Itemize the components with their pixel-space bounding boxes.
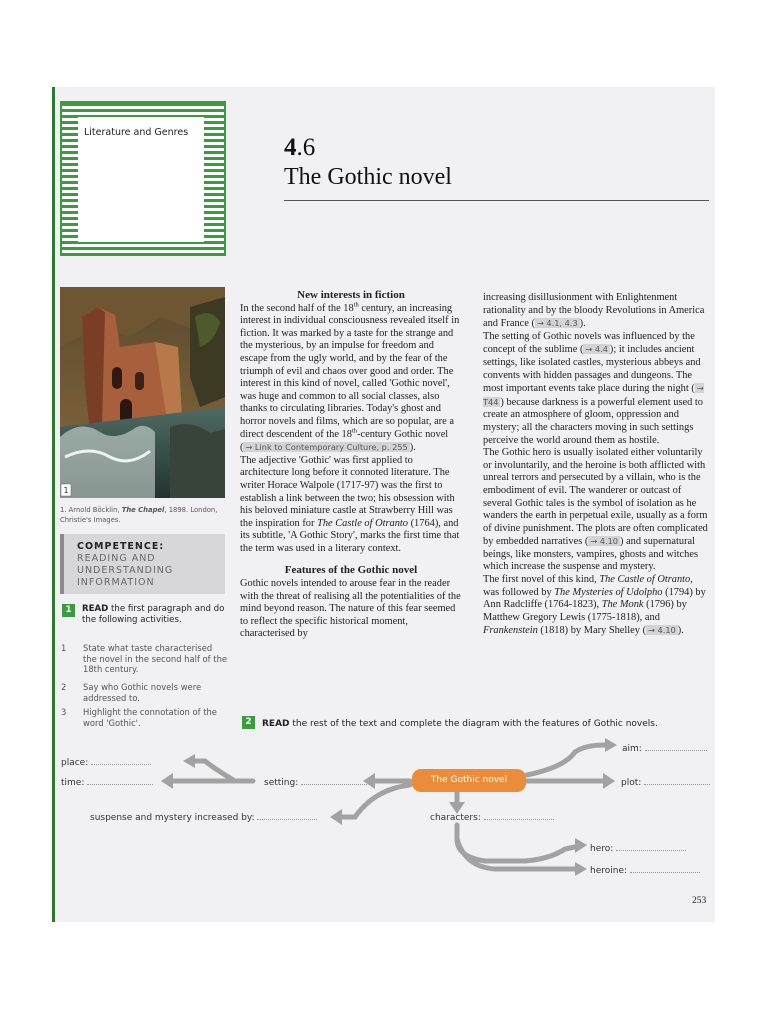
unit-minor: .6 bbox=[296, 134, 316, 161]
time-field[interactable] bbox=[61, 775, 153, 788]
plot-blank[interactable] bbox=[644, 775, 710, 785]
question-3-text: Highlight the connotation of the word 'Gothic'. bbox=[83, 707, 217, 728]
heroine-blank[interactable] bbox=[630, 863, 700, 873]
title-rule bbox=[284, 200, 709, 201]
arrowhead-time bbox=[161, 773, 173, 789]
caption-rest: , 1898. London, Christie's Images. bbox=[60, 506, 218, 524]
suspense-field[interactable] bbox=[90, 810, 317, 823]
place-blank[interactable] bbox=[91, 755, 151, 765]
arrow-to-suspense bbox=[340, 785, 410, 817]
setting-blank[interactable] bbox=[301, 775, 367, 785]
arrow-to-place bbox=[193, 761, 235, 781]
caption-title: The Chapel bbox=[121, 506, 165, 514]
paragraph-4: increasing disillusionment with Enlightenment rationality and by the bloody Revolutions in America and France ( → 4.1, 4.3 ). bbox=[483, 292, 705, 330]
paragraph-5: The setting of Gothic novels was influenced by the concept of the sublime ( → 4.4 ); it includes ancient settings, like isolated castles, mysterious abbeys and convents with hidden passages and dungeons. The most important events take place during the night ( → T44 ) because darkness is a powerful element used to create an atmosphere of gloom, oppression and mystery; all the characters moving in such settings perceive the world around them as hostile. bbox=[483, 330, 704, 446]
text-column-1 bbox=[240, 289, 462, 641]
characters-blank[interactable] bbox=[484, 810, 554, 820]
question-1-number: 1 bbox=[61, 643, 67, 653]
page-title: The Gothic novel bbox=[284, 164, 452, 190]
paragraph-6: The Gothic hero is usually isolated either voluntarily or involuntarily, and the heroine is both afflicted with unreal terrors and persecuted by a villain, who is the embodiment of evil. The wanderer or outcast of several Gothic tales is the symbol of isolation as he wanders the earth in perpetual exile, usually as a form of divine punishment. The plots are often complicated by embedded narratives ( → 4.10 ) and supernatural beings, like monsters, vampires, ghosts and witches which increase the suspense and mystery. bbox=[483, 447, 708, 573]
time-label: time: bbox=[61, 778, 85, 788]
figure-caption bbox=[60, 505, 225, 525]
place-label: place: bbox=[61, 758, 89, 768]
arrowhead-place bbox=[183, 754, 195, 768]
section-label: Literature and Genres bbox=[84, 127, 189, 138]
question-2-text: Say who Gothic novels were addressed to. bbox=[83, 682, 202, 703]
paragraph-1: In the second half of the 18th century, an increasing interest in individual consciousness revealed itself in fiction. It was marked by a taste for the strange and the mysterious, by an impulse for freedom and escape from the ugly world, and by the fear of the triumph of evil and chaos over good and order. The interest in this kind of novel, called 'Gothic novel', was huge and common to all social classes, also thanks to circulating libraries. Today's ghost and horror novels and films, which are so popular, are a direct descendent of the 18th-century Gothic novel ( → Link to Contemporary Culture, p. 255 ). bbox=[240, 301, 460, 454]
heading-new-interests: New interests in fiction bbox=[297, 289, 405, 301]
hero-label: hero: bbox=[590, 844, 614, 854]
arrowhead-suspense bbox=[330, 809, 342, 825]
ref-4-1-4-3: → 4.1, 4.3 bbox=[536, 318, 578, 329]
link-contemporary-culture: → Link to Contemporary Culture, p. 255 bbox=[245, 442, 408, 453]
arrow-to-hero bbox=[457, 825, 575, 861]
activity-1-rest: the first paragraph and do the following activities. bbox=[82, 604, 225, 625]
arrowhead-hero bbox=[575, 838, 587, 853]
ref-4-10-b: → 4.10 bbox=[648, 625, 676, 636]
arrow-to-aim bbox=[527, 745, 605, 775]
ref-4-4: → 4.4 bbox=[585, 344, 608, 355]
activity-1-instruction bbox=[82, 604, 227, 626]
text-column-2 bbox=[483, 292, 709, 638]
figure-number: 1 bbox=[63, 486, 69, 495]
center-node-gothic-novel: The Gothic novel bbox=[412, 769, 526, 792]
characters-field[interactable] bbox=[430, 810, 554, 823]
question-1-text: State what taste characterised the novel in the second half of the 18th century. bbox=[83, 643, 228, 674]
activity-2-verb: READ bbox=[262, 719, 290, 729]
textbook-page bbox=[55, 87, 715, 922]
page-number: 253 bbox=[692, 896, 707, 906]
painting-the-chapel bbox=[60, 287, 225, 498]
plot-label: plot: bbox=[621, 778, 642, 788]
caption-prefix: 1. Arnold Böcklin, bbox=[60, 506, 122, 514]
question-2-number: 2 bbox=[61, 682, 67, 692]
activity-1-badge: 1 bbox=[62, 604, 75, 617]
time-blank[interactable] bbox=[87, 775, 153, 785]
aim-label: aim: bbox=[622, 744, 642, 754]
ref-4-10-a: → 4.10 bbox=[590, 536, 619, 547]
place-field[interactable] bbox=[61, 755, 151, 768]
suspense-blank[interactable] bbox=[257, 810, 317, 820]
setting-field[interactable] bbox=[264, 775, 367, 788]
competence-subtitle: READING AND UNDERSTANDING INFORMATION bbox=[77, 553, 174, 588]
activity-1-verb: READ bbox=[82, 604, 109, 614]
unit-number bbox=[284, 134, 315, 162]
plot-field[interactable] bbox=[621, 775, 710, 788]
heroine-label: heroine: bbox=[590, 866, 628, 876]
paragraph-7: The first novel of this kind, The Castle of Otranto, was followed by The Mysteries of Udolpho (1794) by Ann Radcliffe (1764-1823), The Monk (1796) by Matthew Gregory Lewis (1775-1818), and Frankenstein (1818) by Mary Shelley ( → 4.10 ). bbox=[483, 574, 706, 637]
hero-field[interactable] bbox=[590, 841, 686, 854]
activity-2-rest: the rest of the text and complete the diagram with the features of Gothic novels. bbox=[289, 719, 658, 729]
gothic-novel-diagram bbox=[55, 727, 715, 922]
suspense-label: suspense and mystery increased by: bbox=[90, 813, 255, 823]
paragraph-3: Gothic novels intended to arouse fear in the reader with the threat of realising all the potentialities of the mind beyond reason. The nature of this fear seemed to reflect the specific historical moment, characterised by bbox=[240, 578, 461, 640]
arrowhead-heroine bbox=[575, 862, 587, 876]
heading-features: Features of the Gothic novel bbox=[284, 564, 418, 577]
question-3-number: 3 bbox=[61, 707, 67, 717]
paragraph-2: The adjective 'Gothic' was first applied to architecture long before it connoted literature. The writer Horace Walpole (1717-97) was the first to establish a link between the two; his obsession with his beloved miniature castle at Strawberry Hill was the inspiration for The Castle of Otranto (1764), and its subtitle, 'A Gothic Story', marks the first time that the term was used in a literary context. bbox=[240, 454, 460, 554]
aim-blank[interactable] bbox=[645, 741, 707, 751]
competence-title: COMPETENCE: bbox=[77, 541, 165, 552]
arrowhead-plot bbox=[603, 773, 615, 789]
arrowhead-aim bbox=[605, 738, 617, 752]
hero-blank[interactable] bbox=[616, 841, 686, 851]
heroine-field[interactable] bbox=[590, 863, 700, 876]
setting-label: setting: bbox=[264, 778, 299, 788]
characters-label: characters: bbox=[430, 813, 481, 823]
aim-field[interactable] bbox=[622, 741, 707, 754]
ref-t44: → T44 bbox=[483, 383, 704, 407]
activity-2-badge: 2 bbox=[242, 716, 255, 729]
unit-major: 4 bbox=[284, 134, 297, 161]
